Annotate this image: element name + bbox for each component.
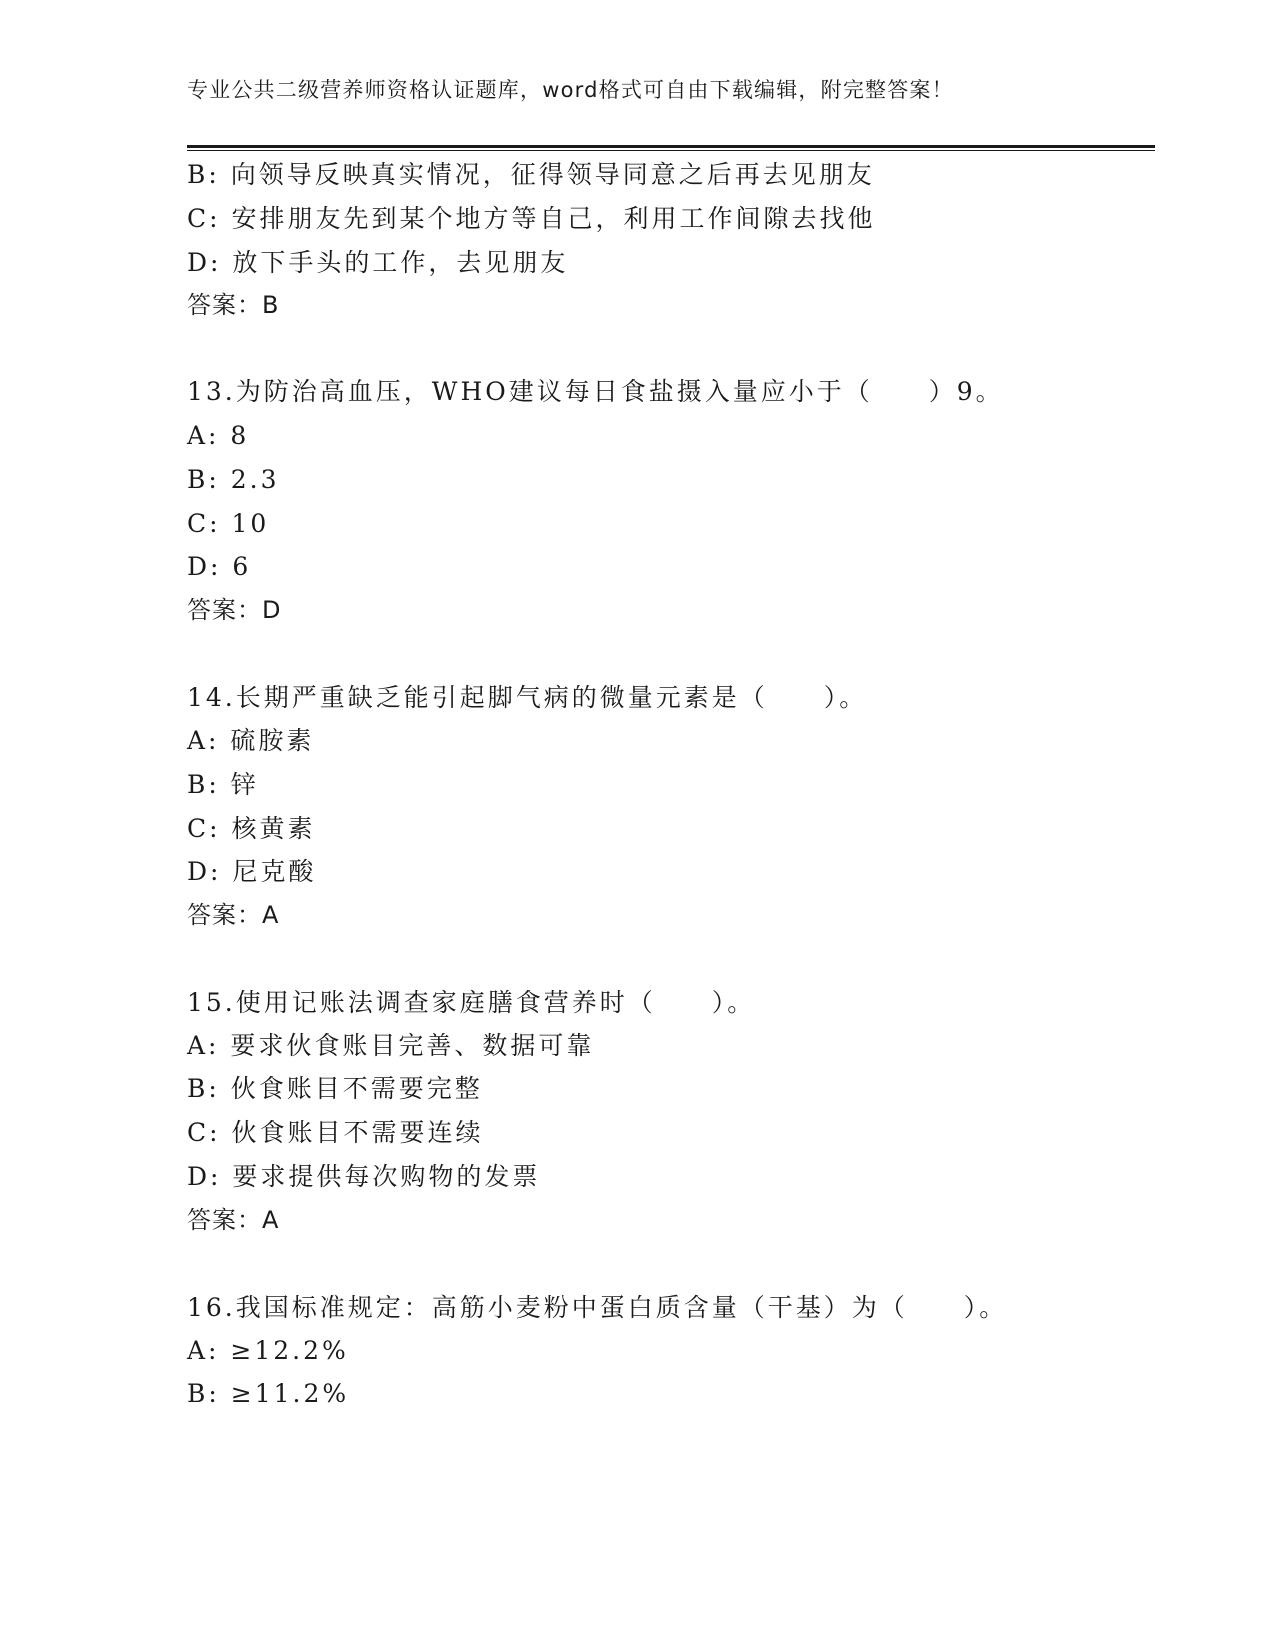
option-line: B: 向领导反映真实情况，征得领导同意之后再去见朋友 (187, 160, 875, 189)
question-stem: 16.我国标准规定：高筋小麦粉中蛋白质含量（干基）为（ ）。 (187, 1293, 1008, 1322)
question-stem: 14.长期严重缺乏能引起脚气病的微量元素是（ ）。 (187, 683, 868, 712)
header-rule-thin (187, 150, 1155, 151)
question-stem: 15.使用记账法调查家庭膳食营养时（ ）。 (187, 988, 756, 1017)
option-line: C: 10 (187, 509, 270, 538)
option-line: D: 6 (187, 552, 252, 581)
answer-line: 答案：A (187, 901, 280, 929)
option-line: D: 要求提供每次购物的发票 (187, 1162, 541, 1191)
option-line: B: 锌 (187, 770, 259, 799)
option-line: C: 核黄素 (187, 814, 316, 843)
option-line: A: ≥12.2% (187, 1336, 349, 1365)
option-line: A: 硫胺素 (187, 726, 315, 755)
option-line: D: 尼克酸 (187, 857, 317, 886)
option-line: C: 安排朋友先到某个地方等自己，利用工作间隙去找他 (187, 204, 876, 233)
option-line: B: 2.3 (187, 465, 280, 494)
option-line: A: 8 (187, 421, 250, 450)
page-header: 专业公共二级营养师资格认证题库，word格式可自由下载编辑，附完整答案！ (187, 78, 954, 102)
answer-line: 答案：D (187, 596, 282, 624)
header-rule-thick (187, 145, 1155, 148)
option-line: D: 放下手头的工作，去见朋友 (187, 248, 569, 277)
option-line: B: 伙食账目不需要完整 (187, 1074, 483, 1103)
answer-line: 答案：A (187, 1206, 280, 1234)
answer-line: 答案：B (187, 291, 280, 319)
option-line: B: ≥11.2% (187, 1379, 350, 1408)
question-stem: 13.为防治高血压，WHO建议每日食盐摄入量应小于（ ）9。 (187, 377, 1004, 406)
option-line: A: 要求伙食账目完善、数据可靠 (187, 1031, 595, 1060)
option-line: C: 伙食账目不需要连续 (187, 1118, 484, 1147)
